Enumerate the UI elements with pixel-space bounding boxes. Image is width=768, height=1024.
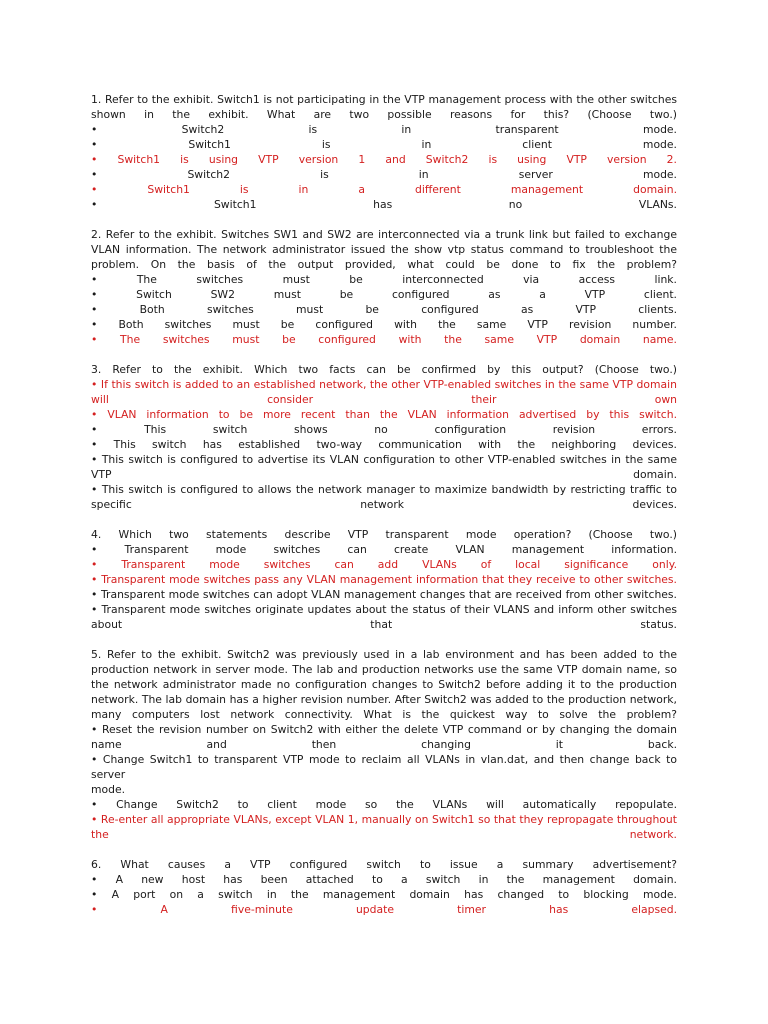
text-line: • A new host has been attached to a switch in the management domain. — [91, 873, 677, 886]
answer-line: • Transparent mode switches can add VLANs of local significance only. — [91, 558, 677, 571]
document-page — [91, 92, 677, 932]
text-line: • Both switches must be configured as VTP clients. — [91, 303, 677, 316]
text-line: 5. Refer to the exhibit. Switch2 was previously used in a lab environment and has been added to the — [91, 648, 677, 661]
text-line: • A port on a switch in the management domain has changed to blocking mode. — [91, 888, 677, 901]
question-5 — [91, 647, 677, 842]
text-line: specific network devices. — [91, 498, 677, 511]
question-6 — [91, 857, 677, 917]
text-line: • Switch SW2 must be configured as a VTP client. — [91, 288, 677, 301]
text-line: 4. Which two statements describe VTP transparent mode operation? (Choose two.) — [91, 528, 677, 541]
answer-line: • The switches must be configured with the same VTP domain name. — [91, 333, 677, 346]
text-line: • Switch2 is in server mode. — [91, 168, 677, 181]
answer-line: • Re-enter all appropriate VLANs, except VLAN 1, manually on Switch1 so that they repropagate throughout — [91, 813, 677, 826]
text-line: VLAN information. The network administrator issued the show vtp status command to troubleshoot the — [91, 243, 677, 256]
text-line: mode. — [91, 783, 126, 796]
text-line: • This switch is configured to allows the network manager to maximize bandwidth by restricting traffic to — [91, 483, 677, 496]
text-line: 3. Refer to the exhibit. Which two facts can be confirmed by this output? (Choose two.) — [91, 363, 677, 376]
answer-line: • A five-minute update timer has elapsed. — [91, 903, 677, 916]
question-4 — [91, 527, 677, 632]
text-line: • Both switches must be configured with the same VTP revision number. — [91, 318, 677, 331]
answer-line: will consider their own — [91, 393, 677, 406]
text-line: the network administrator made no configuration changes to Switch2 before adding it to the production — [91, 678, 677, 691]
question-2 — [91, 227, 677, 347]
text-line: • Transparent mode switches can create VLAN management information. — [91, 543, 677, 556]
text-line: • Switch2 is in transparent mode. — [91, 123, 677, 136]
text-line: • Switch1 is in client mode. — [91, 138, 677, 151]
answer-line: • Transparent mode switches pass any VLAN management information that they receive to other switches. — [91, 573, 677, 586]
text-line: network. The lab domain has a higher revision number. After Switch2 was added to the production network, — [91, 693, 677, 706]
answer-line: • Switch1 is in a different management domain. — [91, 183, 677, 196]
answer-line: the network. — [91, 828, 677, 841]
text-line: • Reset the revision number on Switch2 with either the delete VTP command or by changing the domain — [91, 723, 677, 736]
text-line: shown in the exhibit. What are two possible reasons for this? (Choose two.) — [91, 108, 677, 121]
text-line: • Transparent mode switches originate updates about the status of their VLANS and inform other switches — [91, 603, 677, 616]
text-line: about that status. — [91, 618, 677, 631]
question-1 — [91, 92, 677, 212]
text-line: • Transparent mode switches can adopt VLAN management changes that are received from other switches. — [91, 588, 677, 601]
text-line: production network in server mode. The lab and production networks use the same VTP domain name, so — [91, 663, 677, 676]
text-line: • Change Switch2 to client mode so the VLANs will automatically repopulate. — [91, 798, 677, 811]
text-line: • This switch has established two-way communication with the neighboring devices. — [91, 438, 677, 451]
text-line: 1. Refer to the exhibit. Switch1 is not participating in the VTP management process with the other switches — [91, 93, 677, 106]
answer-line: • If this switch is added to an established network, the other VTP-enabled switches in the same VTP domain — [91, 378, 677, 391]
text-line: • Switch1 has no VLANs. — [91, 198, 677, 211]
text-line: many computers lost network connectivity. What is the quickest way to solve the problem? — [91, 708, 677, 721]
text-line: 6. What causes a VTP configured switch to issue a summary advertisement? — [91, 858, 677, 871]
text-line: • This switch shows no configuration revision errors. — [91, 423, 677, 436]
text-line: problem. On the basis of the output provided, what could be done to fix the problem? — [91, 258, 677, 271]
answer-line: • Switch1 is using VTP version 1 and Switch2 is using VTP version 2. — [91, 153, 677, 166]
text-line: VTP domain. — [91, 468, 677, 481]
question-3 — [91, 362, 677, 512]
text-line: • The switches must be interconnected via access link. — [91, 273, 677, 286]
answer-line: • VLAN information to be more recent than the VLAN information advertised by this switch. — [91, 408, 677, 421]
text-line: • Change Switch1 to transparent VTP mode to reclaim all VLANs in vlan.dat, and then change back to server — [91, 753, 677, 781]
text-line: • This switch is configured to advertise its VLAN configuration to other VTP-enabled switches in the same — [91, 453, 677, 466]
text-line: name and then changing it back. — [91, 738, 677, 751]
text-line: 2. Refer to the exhibit. Switches SW1 and SW2 are interconnected via a trunk link but failed to exchange — [91, 228, 677, 241]
